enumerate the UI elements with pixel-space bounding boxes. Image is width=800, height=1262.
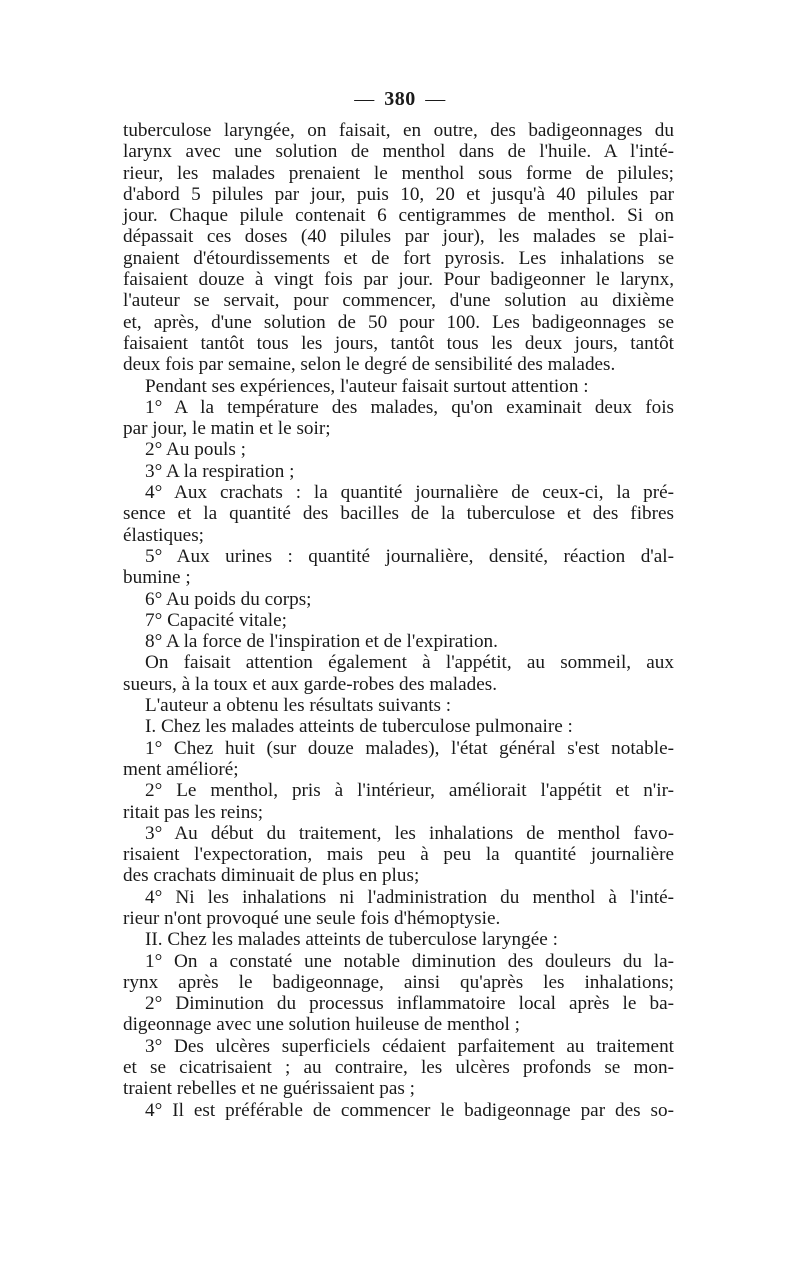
text-line: 2° Le menthol, pris à l'intérieur, améliorait l'appétit et n'ir- [145,780,674,802]
body-text [123,120,674,1121]
text-line: risaient l'expectoration, mais peu à peu la quantité journalière [123,844,674,866]
text-line: élastiques; [123,524,204,546]
text-line: d'abord 5 pilules par jour, puis 10, 20 et jusqu'à 40 pilules par [123,183,674,205]
text-line: gnaient d'étourdissements et de fort pyrosis. Les inhalations se [123,247,674,269]
text-line: jour. Chaque pilule contenait 6 centigrammes de menthol. Si on [123,205,674,227]
text-line: L'auteur a obtenu les résultats suivants : [145,695,452,717]
text-line: traient rebelles et ne guérissaient pas ; [123,1078,415,1100]
text-line: sueurs, à la toux et aux garde-robes des malades. [123,673,498,695]
text-line: sence et la quantité des bacilles de la tuberculose et des fibres [123,503,674,525]
text-line: par jour, le matin et le soir; [123,418,331,440]
text-line: II. Chez les malades atteints de tuberculose laryngée : [145,929,558,951]
text-line: tuberculose laryngée, on faisait, en outre, des badigeonnages du [123,120,674,141]
text-line: 1° Chez huit (sur douze malades), l'état général s'est notable- [145,737,674,759]
text-line: rynx après le badigeonnage, ainsi qu'après les inhalations; [123,971,674,993]
text-line: 3° Au début du traitement, les inhalations de menthol favo- [145,822,674,844]
text-line: rieur, les malades prenaient le menthol sous forme de pilules; [123,162,674,184]
page-header [0,88,800,111]
text-line: ritait pas les reins; [123,801,264,823]
text-line: 8° A la force de l'inspiration et de l'expiration. [145,631,498,653]
text-line: faisaient tantôt tous les jours, tantôt tous les deux jours, tantôt [123,332,674,354]
text-line: des crachats diminuait de plus en plus; [123,865,420,887]
text-line: On faisait attention également à l'appétit, au sommeil, aux [145,652,674,674]
page-number: 380 [384,88,416,110]
text-line: ment amélioré; [123,758,239,780]
text-line: 6° Au poids du corps; [145,588,312,610]
text-line: 3° Des ulcères superficiels cédaient parfaitement au traitement [145,1035,674,1057]
header-dash-left: — [354,88,375,110]
text-line: I. Chez les malades atteints de tuberculose pulmonaire : [145,716,573,738]
text-line: 4° Il est préférable de commencer le badigeonnage par des so- [145,1099,674,1121]
text-line: 1° On a constaté une notable diminution des douleurs du la- [145,950,674,972]
text-line: bumine ; [123,567,191,589]
text-line: 4° Ni les inhalations ni l'administration du menthol à l'inté- [145,886,674,908]
text-line: 4° Aux crachats : la quantité journalière de ceux-ci, la pré- [145,482,674,504]
text-line: Pendant ses expériences, l'auteur faisait surtout attention : [145,375,589,397]
text-line: et, après, d'une solution de 50 pour 100. Les badigeonnages se [123,311,674,333]
text-line: 7° Capacité vitale; [145,609,287,631]
text-line: 2° Diminution du processus inflammatoire local après le ba- [145,993,674,1015]
text-line: rieur n'ont provoqué une seule fois d'hémoptysie. [123,907,501,929]
text-line: l'auteur se servait, pour commencer, d'une solution au dixième [123,290,674,312]
text-line: larynx avec une solution de menthol dans de l'huile. A l'inté- [123,141,674,163]
text-line: 2° Au pouls ; [145,439,246,461]
text-line: dépassait ces doses (40 pilules par jour), les malades se plai- [123,226,674,248]
text-line: digeonnage avec une solution huileuse de menthol ; [123,1014,520,1036]
header-dash-right: — [425,88,446,110]
text-line: 1° A la température des malades, qu'on examinait deux fois [145,396,674,418]
text-line: faisaient douze à vingt fois par jour. Pour badigeonner le larynx, [123,269,674,291]
text-line: deux fois par semaine, selon le degré de sensibilité des malades. [123,354,616,376]
text-line: 3° A la respiration ; [145,460,295,482]
text-line: 5° Aux urines : quantité journalière, densité, réaction d'al- [145,545,674,567]
text-line: et se cicatrisaient ; au contraire, les ulcères profonds se mon- [123,1057,674,1079]
